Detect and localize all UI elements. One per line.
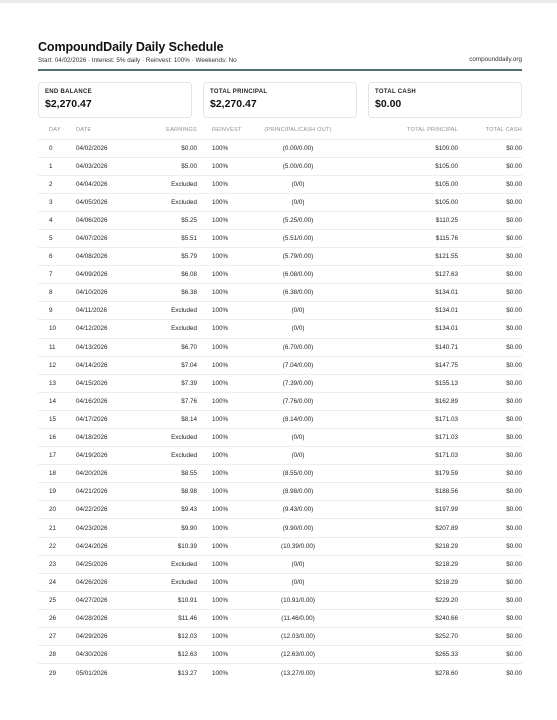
cell-day: 4 bbox=[38, 211, 76, 229]
cell-total-cash: $0.00 bbox=[458, 193, 522, 211]
cell-earnings: Excluded bbox=[140, 193, 198, 211]
cell-date: 04/11/2026 bbox=[76, 302, 140, 320]
cell-earnings: $7.39 bbox=[140, 374, 198, 392]
cell-total-principal: $134.01 bbox=[348, 302, 458, 320]
cell-day: 22 bbox=[38, 537, 76, 555]
cell-total-cash: $0.00 bbox=[458, 157, 522, 175]
site-name: compounddaily.org bbox=[469, 56, 522, 63]
cell-reinvest: 100% bbox=[198, 628, 248, 646]
cell-total-cash: $0.00 bbox=[458, 646, 522, 664]
cell-date: 04/27/2026 bbox=[76, 591, 140, 609]
cell-date: 04/25/2026 bbox=[76, 555, 140, 573]
table-row bbox=[38, 609, 522, 627]
cell-principal-cash-out: (0/0) bbox=[248, 447, 348, 465]
cell-total-principal: $218.29 bbox=[348, 573, 458, 591]
cell-earnings: $9.43 bbox=[140, 501, 198, 519]
cell-day: 1 bbox=[38, 157, 76, 175]
cell-principal-cash-out: (0/0) bbox=[248, 175, 348, 193]
cell-day: 2 bbox=[38, 175, 76, 193]
cell-total-cash: $0.00 bbox=[458, 664, 522, 682]
cell-day: 10 bbox=[38, 320, 76, 338]
cell-day: 11 bbox=[38, 338, 76, 356]
cell-day: 28 bbox=[38, 646, 76, 664]
table-row bbox=[38, 591, 522, 609]
cell-principal-cash-out: (12.03/0.00) bbox=[248, 628, 348, 646]
cell-principal-cash-out: (0/0) bbox=[248, 302, 348, 320]
cell-principal-cash-out: (7.76/0.00) bbox=[248, 392, 348, 410]
cell-date: 04/18/2026 bbox=[76, 429, 140, 447]
cell-reinvest: 100% bbox=[198, 483, 248, 501]
cell-day: 25 bbox=[38, 591, 76, 609]
cell-total-cash: $0.00 bbox=[458, 284, 522, 302]
cell-date: 04/06/2026 bbox=[76, 211, 140, 229]
cell-reinvest: 100% bbox=[198, 211, 248, 229]
cell-principal-cash-out: (0/0) bbox=[248, 320, 348, 338]
cell-total-cash: $0.00 bbox=[458, 338, 522, 356]
cell-principal-cash-out: (7.39/0.00) bbox=[248, 374, 348, 392]
cell-total-cash: $0.00 bbox=[458, 628, 522, 646]
cell-principal-cash-out: (9.90/0.00) bbox=[248, 519, 348, 537]
column-header-principal-cash-out: (PRINCIPAL/CASH OUT) bbox=[264, 127, 332, 134]
cell-total-principal: $252.70 bbox=[348, 628, 458, 646]
cell-date: 04/29/2026 bbox=[76, 628, 140, 646]
cell-reinvest: 100% bbox=[198, 356, 248, 374]
cell-reinvest: 100% bbox=[198, 591, 248, 609]
cell-earnings: $7.04 bbox=[140, 356, 198, 374]
cell-earnings: Excluded bbox=[140, 555, 198, 573]
table-row bbox=[38, 320, 522, 338]
cell-earnings: $8.14 bbox=[140, 410, 198, 428]
cell-reinvest: 100% bbox=[198, 248, 248, 266]
cell-total-principal: $197.99 bbox=[348, 501, 458, 519]
table-header-row bbox=[38, 122, 522, 139]
cell-principal-cash-out: (6.08/0.00) bbox=[248, 266, 348, 284]
table-body bbox=[38, 139, 522, 682]
cell-day: 26 bbox=[38, 609, 76, 627]
cell-earnings: $5.79 bbox=[140, 248, 198, 266]
cell-total-principal: $162.89 bbox=[348, 392, 458, 410]
table-row bbox=[38, 519, 522, 537]
cell-total-cash: $0.00 bbox=[458, 573, 522, 591]
card-label: END BALANCE bbox=[45, 89, 92, 95]
cell-principal-cash-out: (0/0) bbox=[248, 429, 348, 447]
cell-reinvest: 100% bbox=[198, 410, 248, 428]
table-row bbox=[38, 537, 522, 555]
cell-day: 16 bbox=[38, 429, 76, 447]
cell-reinvest: 100% bbox=[198, 537, 248, 555]
cell-total-principal: $134.01 bbox=[348, 320, 458, 338]
column-header-day: DAY bbox=[49, 127, 61, 134]
total-cash-card bbox=[368, 82, 522, 118]
cell-reinvest: 100% bbox=[198, 284, 248, 302]
cell-principal-cash-out: (0/0) bbox=[248, 555, 348, 573]
cell-total-principal: $115.76 bbox=[348, 229, 458, 247]
cell-reinvest: 100% bbox=[198, 302, 248, 320]
card-label: TOTAL PRINCIPAL bbox=[210, 89, 268, 95]
cell-date: 04/15/2026 bbox=[76, 374, 140, 392]
cell-total-cash: $0.00 bbox=[458, 229, 522, 247]
cell-date: 04/17/2026 bbox=[76, 410, 140, 428]
top-divider bbox=[0, 0, 557, 3]
cell-principal-cash-out: (10.91/0.00) bbox=[248, 591, 348, 609]
table-row bbox=[38, 302, 522, 320]
cell-total-cash: $0.00 bbox=[458, 175, 522, 193]
cell-day: 23 bbox=[38, 555, 76, 573]
page-title: CompoundDaily Daily Schedule bbox=[38, 40, 224, 54]
cell-reinvest: 100% bbox=[198, 646, 248, 664]
cell-total-cash: $0.00 bbox=[458, 392, 522, 410]
cell-total-cash: $0.00 bbox=[458, 139, 522, 157]
cell-total-principal: $105.00 bbox=[348, 175, 458, 193]
cell-total-principal: $207.89 bbox=[348, 519, 458, 537]
cell-total-principal: $278.60 bbox=[348, 664, 458, 682]
cell-date: 04/14/2026 bbox=[76, 356, 140, 374]
cell-total-principal: $134.01 bbox=[348, 284, 458, 302]
table-row bbox=[38, 573, 522, 591]
cell-date: 04/10/2026 bbox=[76, 284, 140, 302]
table-row bbox=[38, 356, 522, 374]
table-row bbox=[38, 266, 522, 284]
cell-total-cash: $0.00 bbox=[458, 537, 522, 555]
table-row bbox=[38, 211, 522, 229]
cell-date: 04/13/2026 bbox=[76, 338, 140, 356]
cell-earnings: $12.63 bbox=[140, 646, 198, 664]
cell-total-principal: $171.03 bbox=[348, 429, 458, 447]
cell-date: 04/21/2026 bbox=[76, 483, 140, 501]
cell-day: 7 bbox=[38, 266, 76, 284]
cell-day: 14 bbox=[38, 392, 76, 410]
cell-total-principal: $127.63 bbox=[348, 266, 458, 284]
cell-reinvest: 100% bbox=[198, 465, 248, 483]
cell-date: 04/22/2026 bbox=[76, 501, 140, 519]
table-row bbox=[38, 284, 522, 302]
table-row bbox=[38, 248, 522, 266]
cell-earnings: $9.90 bbox=[140, 519, 198, 537]
cell-reinvest: 100% bbox=[198, 139, 248, 157]
cell-date: 04/30/2026 bbox=[76, 646, 140, 664]
table-row bbox=[38, 392, 522, 410]
table-row bbox=[38, 193, 522, 211]
cell-principal-cash-out: (9.43/0.00) bbox=[248, 501, 348, 519]
cell-reinvest: 100% bbox=[198, 193, 248, 211]
column-header-date: DATE bbox=[76, 127, 92, 134]
cell-total-principal: $121.55 bbox=[348, 248, 458, 266]
cell-day: 3 bbox=[38, 193, 76, 211]
cell-day: 15 bbox=[38, 410, 76, 428]
cell-principal-cash-out: (5.00/0.00) bbox=[248, 157, 348, 175]
table-row bbox=[38, 139, 522, 157]
table-row bbox=[38, 555, 522, 573]
cell-total-cash: $0.00 bbox=[458, 248, 522, 266]
cell-earnings: Excluded bbox=[140, 447, 198, 465]
cell-principal-cash-out: (13.27/0.00) bbox=[248, 664, 348, 682]
cell-reinvest: 100% bbox=[198, 609, 248, 627]
cell-total-cash: $0.00 bbox=[458, 302, 522, 320]
cell-total-principal: $147.75 bbox=[348, 356, 458, 374]
cell-principal-cash-out: (5.51/0.00) bbox=[248, 229, 348, 247]
cell-date: 04/23/2026 bbox=[76, 519, 140, 537]
cell-principal-cash-out: (0.00/0.00) bbox=[248, 139, 348, 157]
cell-reinvest: 100% bbox=[198, 501, 248, 519]
table-row bbox=[38, 157, 522, 175]
cell-principal-cash-out: (8.14/0.00) bbox=[248, 410, 348, 428]
cell-earnings: Excluded bbox=[140, 302, 198, 320]
column-header-total-cash: TOTAL CASH bbox=[485, 127, 522, 134]
schedule-parameters: Start: 04/02/2026 · Interest: 5% daily · Reinvest: 100% · Weekends: No bbox=[38, 57, 237, 64]
card-value: $0.00 bbox=[375, 98, 402, 110]
cell-principal-cash-out: (12.63/0.00) bbox=[248, 646, 348, 664]
cell-total-cash: $0.00 bbox=[458, 447, 522, 465]
cell-earnings: Excluded bbox=[140, 573, 198, 591]
table-row bbox=[38, 374, 522, 392]
cell-earnings: $5.25 bbox=[140, 211, 198, 229]
table-row bbox=[38, 483, 522, 501]
cell-reinvest: 100% bbox=[198, 320, 248, 338]
cell-principal-cash-out: (8.55/0.00) bbox=[248, 465, 348, 483]
cell-total-cash: $0.00 bbox=[458, 465, 522, 483]
cell-earnings: Excluded bbox=[140, 175, 198, 193]
cell-total-principal: $171.03 bbox=[348, 410, 458, 428]
table-row bbox=[38, 501, 522, 519]
table-row bbox=[38, 410, 522, 428]
cell-day: 0 bbox=[38, 139, 76, 157]
cell-total-cash: $0.00 bbox=[458, 211, 522, 229]
cell-day: 9 bbox=[38, 302, 76, 320]
cell-earnings: $0.00 bbox=[140, 139, 198, 157]
cell-total-principal: $140.71 bbox=[348, 338, 458, 356]
cell-reinvest: 100% bbox=[198, 555, 248, 573]
cell-total-cash: $0.00 bbox=[458, 320, 522, 338]
cell-date: 04/07/2026 bbox=[76, 229, 140, 247]
column-header-earnings: EARNINGS bbox=[166, 127, 197, 134]
cell-total-cash: $0.00 bbox=[458, 266, 522, 284]
table-row bbox=[38, 664, 522, 682]
header-text bbox=[38, 40, 237, 64]
card-value: $2,270.47 bbox=[45, 98, 92, 110]
cell-earnings: $6.70 bbox=[140, 338, 198, 356]
cell-earnings: $7.76 bbox=[140, 392, 198, 410]
cell-total-cash: $0.00 bbox=[458, 609, 522, 627]
cell-earnings: $8.55 bbox=[140, 465, 198, 483]
cell-total-principal: $171.03 bbox=[348, 447, 458, 465]
cell-earnings: $5.51 bbox=[140, 229, 198, 247]
total-principal-card bbox=[203, 82, 357, 118]
cell-date: 04/09/2026 bbox=[76, 266, 140, 284]
cell-earnings: $8.98 bbox=[140, 483, 198, 501]
card-value: $2,270.47 bbox=[210, 98, 257, 110]
cell-day: 13 bbox=[38, 374, 76, 392]
cell-earnings: $10.39 bbox=[140, 537, 198, 555]
cell-total-principal: $229.20 bbox=[348, 591, 458, 609]
cell-total-cash: $0.00 bbox=[458, 555, 522, 573]
cell-reinvest: 100% bbox=[198, 447, 248, 465]
cell-reinvest: 100% bbox=[198, 374, 248, 392]
cell-total-cash: $0.00 bbox=[458, 501, 522, 519]
cell-date: 04/28/2026 bbox=[76, 609, 140, 627]
cell-date: 04/26/2026 bbox=[76, 573, 140, 591]
cell-earnings: $10.91 bbox=[140, 591, 198, 609]
cell-reinvest: 100% bbox=[198, 175, 248, 193]
cell-date: 04/08/2026 bbox=[76, 248, 140, 266]
cell-total-cash: $0.00 bbox=[458, 483, 522, 501]
cell-total-principal: $218.29 bbox=[348, 537, 458, 555]
table-row bbox=[38, 646, 522, 664]
cell-total-principal: $100.00 bbox=[348, 139, 458, 157]
cell-day: 6 bbox=[38, 248, 76, 266]
table-row bbox=[38, 628, 522, 646]
cell-reinvest: 100% bbox=[198, 392, 248, 410]
cell-total-principal: $188.56 bbox=[348, 483, 458, 501]
schedule-table bbox=[38, 122, 522, 682]
cell-earnings: $12.03 bbox=[140, 628, 198, 646]
cell-date: 04/02/2026 bbox=[76, 139, 140, 157]
cell-total-principal: $179.59 bbox=[348, 465, 458, 483]
cell-reinvest: 100% bbox=[198, 266, 248, 284]
page-header bbox=[38, 40, 522, 71]
table-row bbox=[38, 175, 522, 193]
cell-reinvest: 100% bbox=[198, 664, 248, 682]
cell-total-principal: $218.29 bbox=[348, 555, 458, 573]
cell-total-principal: $155.13 bbox=[348, 374, 458, 392]
cell-reinvest: 100% bbox=[198, 157, 248, 175]
cell-principal-cash-out: (11.46/0.00) bbox=[248, 609, 348, 627]
cell-day: 29 bbox=[38, 664, 76, 682]
cell-earnings: $5.00 bbox=[140, 157, 198, 175]
cell-date: 04/12/2026 bbox=[76, 320, 140, 338]
table-row bbox=[38, 465, 522, 483]
cell-date: 04/20/2026 bbox=[76, 465, 140, 483]
cell-principal-cash-out: (6.38/0.00) bbox=[248, 284, 348, 302]
cell-total-principal: $240.66 bbox=[348, 609, 458, 627]
cell-total-principal: $110.25 bbox=[348, 211, 458, 229]
cell-earnings: Excluded bbox=[140, 429, 198, 447]
summary-cards bbox=[38, 82, 522, 118]
cell-reinvest: 100% bbox=[198, 429, 248, 447]
cell-earnings: $11.46 bbox=[140, 609, 198, 627]
cell-earnings: $13.27 bbox=[140, 664, 198, 682]
cell-total-cash: $0.00 bbox=[458, 356, 522, 374]
schedule-page bbox=[38, 40, 522, 682]
cell-principal-cash-out: (10.39/0.00) bbox=[248, 537, 348, 555]
table-row bbox=[38, 447, 522, 465]
column-header-reinvest: REINVEST bbox=[212, 127, 242, 134]
cell-principal-cash-out: (5.25/0.00) bbox=[248, 211, 348, 229]
cell-date: 04/16/2026 bbox=[76, 392, 140, 410]
cell-day: 21 bbox=[38, 519, 76, 537]
cell-total-principal: $105.00 bbox=[348, 193, 458, 211]
cell-reinvest: 100% bbox=[198, 519, 248, 537]
cell-day: 19 bbox=[38, 483, 76, 501]
cell-earnings: Excluded bbox=[140, 320, 198, 338]
cell-date: 05/01/2026 bbox=[76, 664, 140, 682]
cell-total-principal: $105.00 bbox=[348, 157, 458, 175]
cell-principal-cash-out: (5.79/0.00) bbox=[248, 248, 348, 266]
cell-day: 17 bbox=[38, 447, 76, 465]
cell-principal-cash-out: (6.70/0.00) bbox=[248, 338, 348, 356]
end-balance-card bbox=[38, 82, 192, 118]
cell-principal-cash-out: (0/0) bbox=[248, 193, 348, 211]
cell-day: 8 bbox=[38, 284, 76, 302]
cell-total-cash: $0.00 bbox=[458, 429, 522, 447]
cell-earnings: $6.08 bbox=[140, 266, 198, 284]
cell-reinvest: 100% bbox=[198, 338, 248, 356]
cell-reinvest: 100% bbox=[198, 573, 248, 591]
cell-date: 04/19/2026 bbox=[76, 447, 140, 465]
cell-day: 5 bbox=[38, 229, 76, 247]
cell-day: 24 bbox=[38, 573, 76, 591]
cell-earnings: $6.38 bbox=[140, 284, 198, 302]
card-label: TOTAL CASH bbox=[375, 89, 417, 95]
cell-day: 18 bbox=[38, 465, 76, 483]
cell-date: 04/04/2026 bbox=[76, 175, 140, 193]
cell-date: 04/24/2026 bbox=[76, 537, 140, 555]
column-header-total-principal: TOTAL PRINCIPAL bbox=[407, 127, 458, 134]
cell-date: 04/03/2026 bbox=[76, 157, 140, 175]
cell-day: 12 bbox=[38, 356, 76, 374]
cell-principal-cash-out: (7.04/0.00) bbox=[248, 356, 348, 374]
cell-total-cash: $0.00 bbox=[458, 519, 522, 537]
cell-date: 04/05/2026 bbox=[76, 193, 140, 211]
table-row bbox=[38, 338, 522, 356]
cell-total-cash: $0.00 bbox=[458, 591, 522, 609]
cell-day: 20 bbox=[38, 501, 76, 519]
table-row bbox=[38, 229, 522, 247]
cell-principal-cash-out: (0/0) bbox=[248, 573, 348, 591]
cell-principal-cash-out: (8.98/0.00) bbox=[248, 483, 348, 501]
cell-total-cash: $0.00 bbox=[458, 410, 522, 428]
cell-total-cash: $0.00 bbox=[458, 374, 522, 392]
table-row bbox=[38, 429, 522, 447]
cell-total-principal: $265.33 bbox=[348, 646, 458, 664]
cell-reinvest: 100% bbox=[198, 229, 248, 247]
cell-day: 27 bbox=[38, 628, 76, 646]
